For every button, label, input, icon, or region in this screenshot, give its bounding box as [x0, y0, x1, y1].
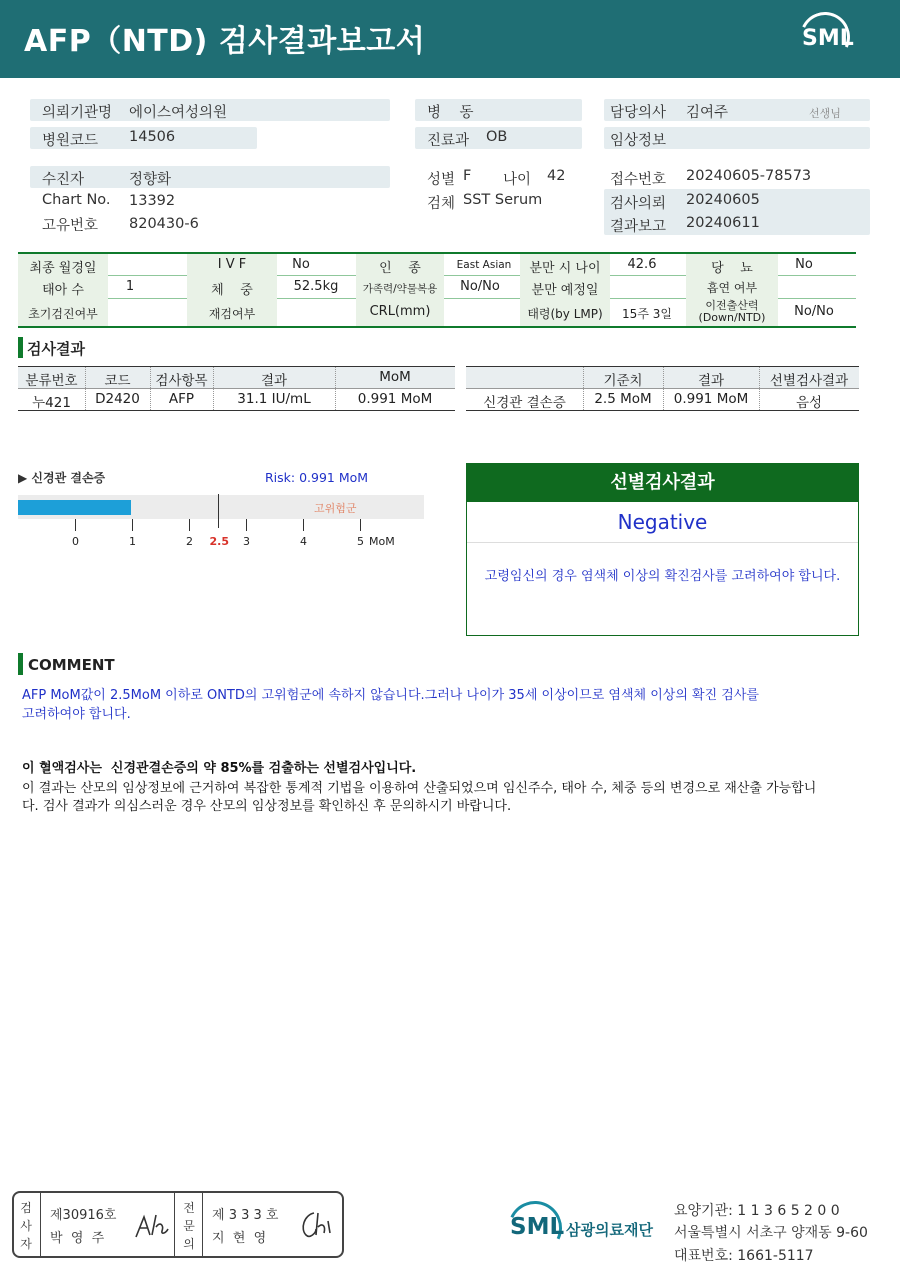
patient-value: 정향화	[129, 172, 172, 188]
notice-heading: 이 혈액검사는 신경관결손증의 약 85%를 검출하는 선별검사입니다.	[22, 761, 417, 776]
cell-screening: 음성	[795, 395, 823, 411]
org-name: 삼광의료재단	[566, 1221, 653, 1239]
comment-title: COMMENT	[28, 656, 115, 674]
high-risk-label: 고위험군	[314, 502, 357, 515]
notice-line-1: 이 결과는 산모의 임상정보에 근거하여 복잡한 통계적 기법을 이용하여 산출되었으며 임신주수, 태아 수, 체중 등의 변경으로 재산출 가능합니	[22, 781, 817, 796]
prev-label-line1: 이전출산력	[705, 299, 759, 312]
weight-label: 체 중	[211, 283, 253, 298]
family-label: 가족력/약물복용	[362, 283, 438, 295]
age-delivery-label: 분만 시 나이	[529, 261, 601, 276]
results-title: 검사결과	[27, 340, 85, 358]
phone: 대표번호: 1661-5117	[674, 1248, 814, 1264]
age-label: 나이	[503, 172, 532, 188]
col-reference: 기준치	[603, 373, 643, 389]
receipt-value: 20240605-78573	[686, 168, 812, 184]
report-value: 20240611	[686, 215, 760, 231]
hospital-code-value: 14506	[129, 129, 176, 145]
report-label: 결과보고	[610, 219, 667, 235]
race-label: 인 종	[379, 261, 421, 276]
col-result-2: 결과	[697, 373, 725, 389]
ga-value: 15주 3일	[622, 307, 672, 321]
address: 서울특별시 서초구 양재동 9-60	[674, 1225, 868, 1241]
sex-label: 성별	[427, 172, 456, 188]
risk-tick-label-5: 4	[300, 535, 307, 548]
uid-value: 820430-6	[129, 216, 199, 232]
col-test: 검사항목	[155, 373, 208, 389]
fetus-value: 1	[125, 279, 135, 294]
notice-line-2: 다. 검사 결과가 의심스러운 경우 산모의 임상정보를 확인하신 후 문의하시기 바랍니다.	[22, 799, 512, 814]
doctor-value: 김여주	[686, 105, 729, 121]
risk-tick-label-1: 1	[129, 535, 136, 548]
cell-condition: 신경관 결손증	[483, 395, 566, 411]
cell-test: AFP	[168, 391, 195, 407]
risk-label: Risk: 0.991 MoM	[265, 470, 369, 485]
weight-value: 52.5kg	[293, 279, 339, 294]
hospital-code-label: 병원코드	[42, 133, 99, 149]
tester-signature	[134, 1211, 170, 1247]
sex-value: F	[463, 168, 472, 184]
risk-tick-1	[132, 519, 133, 531]
signature-stamp	[12, 1191, 344, 1258]
specialist-signature	[298, 1209, 334, 1247]
due-label: 분만 예정일	[531, 283, 599, 298]
cell-reference: 2.5 MoM	[594, 391, 652, 407]
cutoff-line	[218, 494, 219, 528]
crl-label: CRL(mm)	[369, 304, 431, 319]
patient-label: 수진자	[42, 172, 85, 188]
tester-vertical-label: 검 사 자	[20, 1201, 32, 1251]
doctor-label: 담당의사	[610, 105, 667, 121]
comment-title-bar	[18, 653, 23, 675]
prev-label-line2: (Down/NTD)	[698, 311, 766, 324]
col-screening: 선별검사결과	[769, 373, 849, 389]
dept-value: OB	[486, 129, 508, 145]
risk-tick-label-0: 0	[72, 535, 79, 548]
specialist-name: 지 현 영	[212, 1231, 267, 1246]
report-header	[0, 0, 900, 78]
care-number: 요양기관: 1 1 3 6 5 2 0 0	[674, 1203, 840, 1219]
risk-tick-5	[303, 519, 304, 531]
col-mom: MoM	[379, 369, 411, 385]
institution-value: 에이스여성의원	[129, 105, 228, 121]
cell-result-2: 0.991 MoM	[673, 391, 749, 407]
prev-label	[686, 300, 778, 324]
risk-unit: MoM	[369, 535, 395, 548]
ivf-value: No	[292, 257, 310, 272]
smoking-label: 흡연 여부	[706, 281, 758, 295]
report-title: AFP（NTD) 검사결과보고서	[24, 24, 426, 59]
col-result: 결과	[260, 373, 288, 389]
risk-title: ▶ 신경관 결손증	[18, 471, 106, 485]
retest-label: 재검여부	[208, 307, 256, 321]
race-value: East Asian	[456, 259, 512, 271]
chart-label: Chart No.	[42, 192, 111, 208]
early-label: 초기검진여부	[28, 307, 98, 321]
ward-label: 병 동	[427, 105, 474, 121]
specialist-vertical-label: 전 문 의	[183, 1201, 195, 1251]
cell-result: 31.1 IU/mL	[237, 391, 311, 407]
tester-name: 박 영 주	[50, 1231, 105, 1246]
screening-note: 고령임신의 경우 염색체 이상의 확진검사를 고려하여야 합니다.	[484, 569, 841, 584]
sml-logo: SML	[802, 26, 854, 51]
receipt-label: 접수번호	[610, 172, 667, 188]
ga-label: 태령(by LMP)	[527, 307, 603, 321]
family-value: No/No	[460, 279, 500, 294]
sml-footer-logo: SML	[510, 1214, 565, 1240]
cell-category: 누421	[32, 395, 71, 411]
results-title-bar	[18, 337, 23, 358]
uid-label: 고유번호	[42, 218, 99, 234]
specimen-value: SST Serum	[463, 192, 543, 208]
risk-tick-4	[246, 519, 247, 531]
risk-tick-label-3: 2.5	[209, 535, 229, 548]
risk-tick-2	[189, 519, 190, 531]
col-code: 코드	[104, 373, 131, 389]
risk-bar-fill	[18, 500, 131, 515]
ivf-label: I V F	[217, 257, 247, 272]
risk-tick-label-2: 2	[186, 535, 193, 548]
cell-mom: 0.991 MoM	[357, 391, 433, 407]
chart-value: 13392	[129, 193, 176, 209]
comment-line-1: AFP MoM값이 2.5MoM 이하로 ONTD의 고위험군에 속하지 않습니다.그러나 나이가 35세 이상이므로 염색체 이상의 확진 검사를	[22, 688, 759, 703]
diabetes-label: 당 뇨	[711, 261, 753, 276]
risk-tick-0	[75, 519, 76, 531]
doctor-suffix: 선생님	[809, 107, 841, 120]
lmp-label: 최종 월경일	[29, 261, 97, 276]
screening-result-box	[466, 463, 859, 636]
age-value: 42	[547, 168, 566, 184]
request-label: 검사의뢰	[610, 196, 667, 212]
request-value: 20240605	[686, 192, 760, 208]
tester-license: 제30916호	[50, 1208, 117, 1223]
screening-result: Negative	[617, 510, 708, 534]
age-delivery-value: 42.6	[627, 257, 657, 272]
fetus-label: 태아 수	[42, 283, 84, 298]
specimen-label: 검체	[427, 196, 456, 212]
specialist-license: 제 3 3 3 호	[212, 1208, 279, 1223]
diabetes-value: No	[795, 257, 813, 272]
risk-tick-6	[360, 519, 361, 531]
risk-tick-label-6: 5	[357, 535, 364, 548]
dept-label: 진료과	[427, 133, 470, 149]
col-category: 분류번호	[25, 373, 78, 389]
risk-tick-label-4: 3	[243, 535, 250, 548]
prev-value: No/No	[794, 304, 834, 319]
institution-label: 의뢰기관명	[42, 105, 113, 121]
cell-code: D2420	[95, 391, 140, 407]
clinical-info-label: 임상정보	[610, 133, 667, 149]
screening-title: 선별검사결과	[467, 464, 858, 502]
comment-line-2: 고려하여야 합니다.	[22, 707, 131, 722]
